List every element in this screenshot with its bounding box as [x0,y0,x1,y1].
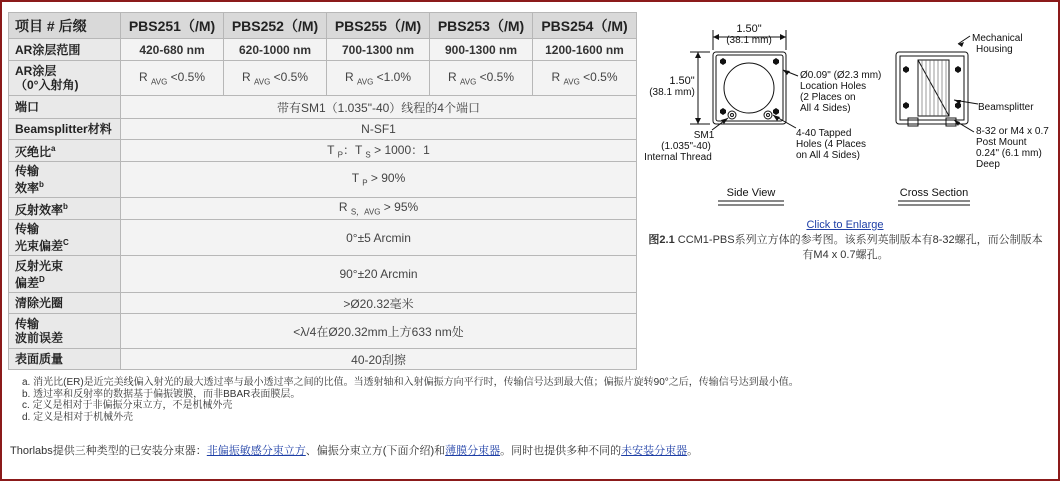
row-label: 反射光束 偏差$^D$ [9,256,121,293]
dim-width: 1.50" [736,23,762,35]
table-cell: 带有SM1（1.035"-40）线程的4个端口 [121,96,637,119]
link-unmounted-beamsplitter[interactable]: 未安装分束器 [621,445,688,457]
row-label: 传输 效率$^b$ [9,162,121,198]
row-label: 表面质量 [9,349,121,370]
footnote-a: a. 消光比(ER)是近完美线偏入射光的最大透过率与最小透过率之间的比值。当透射轴和入射偏振方向平行时，传输信号达到最大值；偏振片旋转90°之后，传输信号达到最小值。 [22,377,799,388]
dim-height: 1.50" [669,75,695,87]
header-pbs255: PBS255（/M) [327,13,430,39]
table-row [9,119,637,140]
housing-note-2: Housing [976,44,1013,55]
table-header-row [9,13,637,39]
spec-table [8,12,637,370]
header-pbs254: PBS254（/M) [533,13,637,39]
row-label: 传输 波前误差 [9,314,121,349]
table-cell: 700-1300 nm [327,39,430,61]
table-cell: R $_{AVG}$ <1.0% [327,61,430,96]
table-row [9,314,637,349]
table-row [9,349,637,370]
cross-section-label: Cross Section [899,187,969,199]
table-cell: <λ/4在Ø20.32mm上方633 nm处 [121,314,637,349]
row-label: Beamsplitter材料 [9,119,121,140]
table-cell: R $_{AVG}$ <0.5% [121,61,224,96]
sm1-note-2: (1.035"-40) [661,141,711,152]
table-cell: 1200-1600 nm [533,39,637,61]
beamsplitter-note: Beamsplitter [978,102,1034,113]
hole-note-3: (2 Places on [800,92,856,103]
header-pbs251: PBS251（/M) [121,13,224,39]
sm1-note-3: Internal Thread [644,152,712,163]
row-label: 端口 [9,96,121,119]
row-label: AR涂层范围 [9,39,121,61]
table-cell: R $_{S,AVG}$ > 95% [121,198,637,220]
hole-note-2: Location Holes [800,81,867,92]
row-label: 灭绝比$^a$ [9,140,121,162]
table-cell: >Ø20.32毫米 [121,293,637,314]
table-cell: R $_{AVG}$ <0.5% [533,61,637,96]
header-pbs252: PBS252（/M) [224,13,327,39]
table-row [9,96,637,119]
table-cell: R $_{AVG}$ <0.5% [430,61,533,96]
dim-width-mm: (38.1 mm) [726,35,772,46]
sm1-note-1: SM1 [693,130,715,141]
table-cell: T $_P$：T $_S$ > 1000：1 [121,140,637,162]
table-row [9,61,637,96]
header-pbs253: PBS253（/M) [430,13,533,39]
table-row [9,198,637,220]
click-to-enlarge-link[interactable]: Click to Enlarge [806,219,884,231]
header-item: 项目 # 后缀 [9,13,121,39]
table-cell: 900-1300 nm [430,39,533,61]
link-nonpolarizing-cube[interactable]: 非偏振敏感分束立方 [206,445,306,457]
hole-note-4: All 4 Sides) [800,103,851,114]
table-cell: N-SF1 [121,119,637,140]
post-note-3: 0.24" (6.1 mm) [976,148,1042,159]
row-label: AR涂层 （0°入射角) [9,61,121,96]
table-cell: 90°±20 Arcmin [121,256,637,293]
table-row [9,256,637,293]
post-note-4: Deep [976,159,1000,170]
table-cell: T $_P$ > 90% [121,162,637,198]
side-view-label: Side View [726,187,776,199]
figure-caption: 图2.1 CCM1-PBS系列立方体的参考图。该系列英制版本有8-32螺孔，而公制版本有M4 x 0.7螺孔。 [648,234,1043,261]
row-label: 清除光圈 [9,293,121,314]
table-cell: 40-20刮擦 [121,349,637,370]
footnote-b: b. 透过率和反射率的数据基于偏振镀膜，而非BBAR表面膜层。 [22,388,301,400]
table-row [9,220,637,256]
table-row [9,162,637,198]
table-cell: 0°±5 Arcmin [121,220,637,256]
dim-height-mm: (38.1 mm) [649,87,695,98]
row-label: 反射效率$^b$ [9,198,121,220]
footnote-c: c. 定义是相对于非偏振分束立方，不是机械外壳 [22,400,233,412]
link-pellicle-beamsplitter[interactable]: 薄膜分束器 [445,445,501,457]
housing-note-1: Mechanical [972,33,1023,44]
table-row [9,293,637,314]
beamsplitter-note: Thorlabs提供三种类型的已安装分束器：非偏振敏感分束立方、偏振分束立方(下面介绍)和薄膜分束器。同时也提供多种不同的未安装分束器。 [10,445,699,457]
tap-note-2: Holes (4 Places [796,139,867,150]
table-cell: 420-680 nm [121,39,224,61]
tap-note-3: on All 4 Sides) [796,150,860,161]
footnotes [22,377,922,423]
table-row [9,39,637,61]
row-label: 传输 光束偏差$^C$ [9,220,121,256]
table-cell: R $_{AVG}$ <0.5% [224,61,327,96]
tap-note-1: 4-40 Tapped [796,128,852,139]
post-note-2: Post Mount [976,137,1027,148]
hole-note-1: Ø0.09" (Ø2.3 mm) [800,70,882,81]
footnote-d: d. 定义是相对于机械外壳 [22,411,134,423]
table-row [9,140,637,162]
post-note-1: 8-32 or M4 x 0.7 [976,126,1049,137]
table-cell: 620-1000 nm [224,39,327,61]
